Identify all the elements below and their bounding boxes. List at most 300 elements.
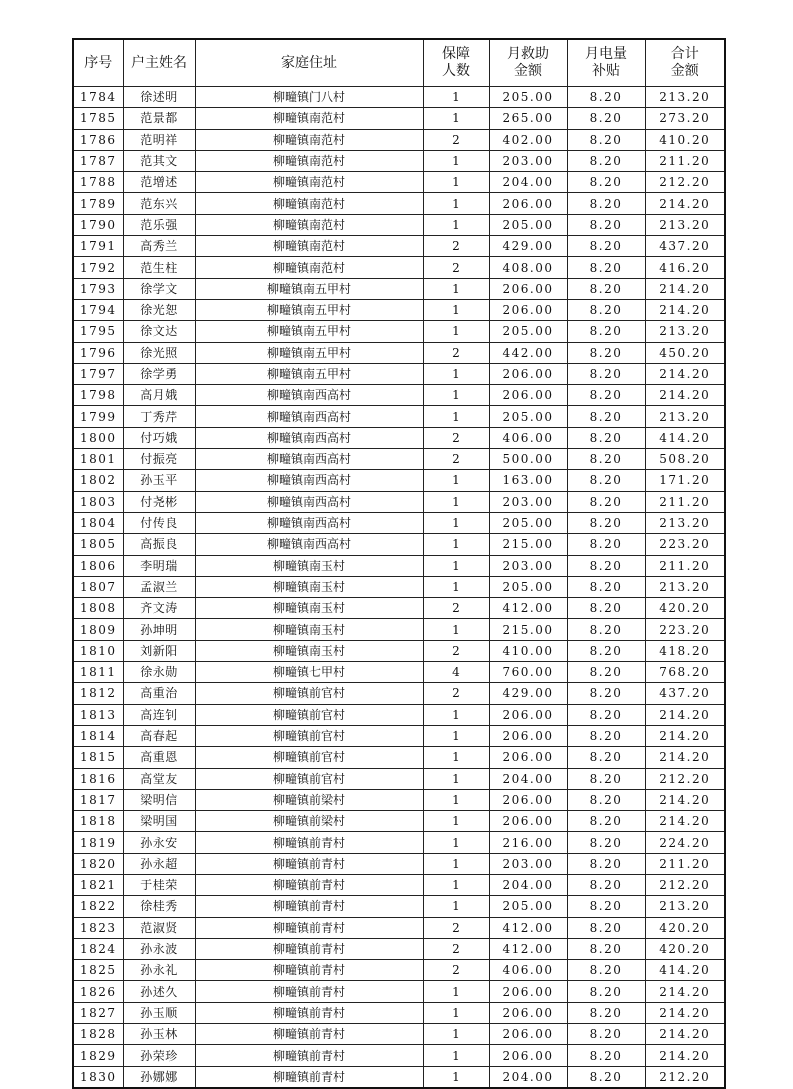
- cell-name: 范淑贤: [123, 917, 195, 938]
- cell-address: 柳疃镇前青村: [195, 832, 423, 853]
- cell-electric: 8.20: [567, 236, 645, 257]
- cell-persons: 1: [423, 853, 489, 874]
- cell-aid: 206.00: [489, 278, 567, 299]
- cell-name: 孙永礼: [123, 960, 195, 981]
- cell-name: 孙述久: [123, 981, 195, 1002]
- cell-electric: 8.20: [567, 193, 645, 214]
- cell-seq: 1796: [73, 342, 123, 363]
- header-row: [73, 39, 725, 87]
- table-row: [73, 491, 725, 512]
- cell-electric: 8.20: [567, 576, 645, 597]
- table-body: [73, 87, 725, 1088]
- cell-aid: 205.00: [489, 214, 567, 235]
- cell-total: 214.20: [645, 385, 725, 406]
- table-row: [73, 449, 725, 470]
- cell-name: 范乐强: [123, 214, 195, 235]
- table-row: [73, 172, 725, 193]
- cell-persons: 1: [423, 108, 489, 129]
- cell-persons: 1: [423, 299, 489, 320]
- cell-aid: 205.00: [489, 406, 567, 427]
- cell-persons: 2: [423, 129, 489, 150]
- cell-name: 高振良: [123, 534, 195, 555]
- table-row: [73, 108, 725, 129]
- cell-seq: 1825: [73, 960, 123, 981]
- cell-total: 214.20: [645, 704, 725, 725]
- table-row: [73, 789, 725, 810]
- cell-aid: 204.00: [489, 172, 567, 193]
- cell-aid: 206.00: [489, 811, 567, 832]
- cell-electric: 8.20: [567, 363, 645, 384]
- cell-address: 柳疃镇前青村: [195, 896, 423, 917]
- cell-address: 柳疃镇南玉村: [195, 619, 423, 640]
- cell-aid: 206.00: [489, 385, 567, 406]
- table-row: [73, 406, 725, 427]
- cell-seq: 1784: [73, 87, 123, 108]
- relief-table: [72, 38, 726, 1089]
- cell-electric: 8.20: [567, 1002, 645, 1023]
- cell-total: 418.20: [645, 640, 725, 661]
- cell-aid: 412.00: [489, 598, 567, 619]
- cell-name: 孙永安: [123, 832, 195, 853]
- cell-electric: 8.20: [567, 427, 645, 448]
- cell-name: 徐光恕: [123, 299, 195, 320]
- cell-seq: 1793: [73, 278, 123, 299]
- cell-total: 223.20: [645, 534, 725, 555]
- cell-electric: 8.20: [567, 342, 645, 363]
- cell-name: 梁明国: [123, 811, 195, 832]
- cell-seq: 1826: [73, 981, 123, 1002]
- cell-aid: 216.00: [489, 832, 567, 853]
- cell-aid: 203.00: [489, 853, 567, 874]
- cell-persons: 1: [423, 363, 489, 384]
- cell-aid: 429.00: [489, 236, 567, 257]
- cell-address: 柳疃镇南范村: [195, 214, 423, 235]
- table-row: [73, 363, 725, 384]
- cell-name: 高重恩: [123, 747, 195, 768]
- cell-address: 柳疃镇前青村: [195, 917, 423, 938]
- cell-total: 214.20: [645, 981, 725, 1002]
- table-row: [73, 619, 725, 640]
- cell-persons: 2: [423, 427, 489, 448]
- cell-seq: 1794: [73, 299, 123, 320]
- cell-total: 768.20: [645, 662, 725, 683]
- cell-address: 柳疃镇南范村: [195, 150, 423, 171]
- cell-electric: 8.20: [567, 406, 645, 427]
- cell-aid: 406.00: [489, 960, 567, 981]
- cell-seq: 1804: [73, 512, 123, 533]
- cell-persons: 1: [423, 896, 489, 917]
- cell-persons: 1: [423, 619, 489, 640]
- table-row: [73, 662, 725, 683]
- cell-seq: 1827: [73, 1002, 123, 1023]
- cell-seq: 1824: [73, 938, 123, 959]
- cell-seq: 1814: [73, 725, 123, 746]
- cell-total: 214.20: [645, 1024, 725, 1045]
- cell-electric: 8.20: [567, 129, 645, 150]
- table-row: [73, 874, 725, 895]
- cell-seq: 1791: [73, 236, 123, 257]
- cell-seq: 1811: [73, 662, 123, 683]
- cell-address: 柳疃镇前青村: [195, 874, 423, 895]
- cell-persons: 1: [423, 512, 489, 533]
- cell-name: 孙永超: [123, 853, 195, 874]
- cell-total: 213.20: [645, 512, 725, 533]
- cell-address: 柳疃镇前青村: [195, 938, 423, 959]
- cell-aid: 204.00: [489, 1066, 567, 1088]
- cell-seq: 1823: [73, 917, 123, 938]
- cell-total: 437.20: [645, 236, 725, 257]
- cell-name: 徐述明: [123, 87, 195, 108]
- cell-electric: 8.20: [567, 917, 645, 938]
- table-row: [73, 342, 725, 363]
- cell-aid: 760.00: [489, 662, 567, 683]
- header-address: 家庭住址: [195, 39, 423, 87]
- cell-name: 丁秀芹: [123, 406, 195, 427]
- cell-electric: 8.20: [567, 214, 645, 235]
- cell-name: 范东兴: [123, 193, 195, 214]
- cell-persons: 1: [423, 768, 489, 789]
- cell-address: 柳疃镇南西高村: [195, 449, 423, 470]
- cell-name: 孙永波: [123, 938, 195, 959]
- cell-address: 柳疃镇前梁村: [195, 811, 423, 832]
- cell-aid: 402.00: [489, 129, 567, 150]
- cell-persons: 2: [423, 449, 489, 470]
- cell-aid: 204.00: [489, 768, 567, 789]
- cell-name: 孙坤明: [123, 619, 195, 640]
- cell-seq: 1800: [73, 427, 123, 448]
- cell-persons: 1: [423, 150, 489, 171]
- cell-aid: 412.00: [489, 917, 567, 938]
- header-electric: [567, 39, 645, 87]
- cell-address: 柳疃镇南玉村: [195, 640, 423, 661]
- table-row: [73, 704, 725, 725]
- cell-electric: 8.20: [567, 1045, 645, 1066]
- cell-address: 柳疃镇前青村: [195, 1002, 423, 1023]
- cell-total: 414.20: [645, 960, 725, 981]
- cell-aid: 206.00: [489, 1045, 567, 1066]
- cell-address: 柳疃镇南西高村: [195, 512, 423, 533]
- cell-total: 211.20: [645, 853, 725, 874]
- cell-total: 214.20: [645, 1045, 725, 1066]
- cell-electric: 8.20: [567, 278, 645, 299]
- header-name: 户主姓名: [123, 39, 195, 87]
- table-row: [73, 917, 725, 938]
- header-aid-label: 月救助金额: [507, 46, 549, 79]
- cell-aid: 205.00: [489, 896, 567, 917]
- cell-address: 柳疃镇南西高村: [195, 406, 423, 427]
- cell-total: 214.20: [645, 725, 725, 746]
- header-seq: 序号: [73, 39, 123, 87]
- cell-aid: 203.00: [489, 555, 567, 576]
- cell-electric: 8.20: [567, 896, 645, 917]
- cell-electric: 8.20: [567, 534, 645, 555]
- cell-total: 224.20: [645, 832, 725, 853]
- cell-total: 214.20: [645, 747, 725, 768]
- cell-aid: 205.00: [489, 512, 567, 533]
- cell-persons: 1: [423, 1066, 489, 1088]
- header-persons-label: 保障人数: [442, 46, 470, 79]
- cell-electric: 8.20: [567, 938, 645, 959]
- table-row: [73, 768, 725, 789]
- cell-name: 徐学勇: [123, 363, 195, 384]
- cell-total: 213.20: [645, 576, 725, 597]
- cell-seq: 1801: [73, 449, 123, 470]
- cell-aid: 408.00: [489, 257, 567, 278]
- cell-electric: 8.20: [567, 619, 645, 640]
- cell-electric: 8.20: [567, 470, 645, 491]
- cell-name: 高重治: [123, 683, 195, 704]
- cell-electric: 8.20: [567, 555, 645, 576]
- cell-name: 孙玉林: [123, 1024, 195, 1045]
- cell-total: 214.20: [645, 193, 725, 214]
- cell-name: 付巧娥: [123, 427, 195, 448]
- cell-name: 范其文: [123, 150, 195, 171]
- cell-aid: 205.00: [489, 321, 567, 342]
- cell-electric: 8.20: [567, 512, 645, 533]
- cell-name: 高春起: [123, 725, 195, 746]
- cell-persons: 1: [423, 1002, 489, 1023]
- cell-total: 273.20: [645, 108, 725, 129]
- table-row: [73, 683, 725, 704]
- cell-persons: 2: [423, 640, 489, 661]
- cell-address: 柳疃镇前青村: [195, 981, 423, 1002]
- cell-name: 范景都: [123, 108, 195, 129]
- cell-electric: 8.20: [567, 150, 645, 171]
- cell-total: 420.20: [645, 938, 725, 959]
- cell-total: 420.20: [645, 917, 725, 938]
- cell-address: 柳疃镇前梁村: [195, 789, 423, 810]
- cell-name: 徐永勋: [123, 662, 195, 683]
- cell-persons: 1: [423, 874, 489, 895]
- cell-electric: 8.20: [567, 981, 645, 1002]
- cell-total: 416.20: [645, 257, 725, 278]
- cell-persons: 1: [423, 87, 489, 108]
- table-row: [73, 1024, 725, 1045]
- cell-aid: 215.00: [489, 534, 567, 555]
- cell-aid: 203.00: [489, 491, 567, 512]
- cell-name: 李明瑞: [123, 555, 195, 576]
- cell-persons: 2: [423, 598, 489, 619]
- cell-electric: 8.20: [567, 832, 645, 853]
- cell-persons: 1: [423, 747, 489, 768]
- cell-aid: 206.00: [489, 981, 567, 1002]
- cell-seq: 1822: [73, 896, 123, 917]
- cell-total: 214.20: [645, 278, 725, 299]
- cell-electric: 8.20: [567, 768, 645, 789]
- cell-total: 450.20: [645, 342, 725, 363]
- cell-address: 柳疃镇南西高村: [195, 385, 423, 406]
- table-row: [73, 321, 725, 342]
- cell-name: 刘新阳: [123, 640, 195, 661]
- cell-aid: 410.00: [489, 640, 567, 661]
- cell-address: 柳疃镇前官村: [195, 747, 423, 768]
- cell-total: 223.20: [645, 619, 725, 640]
- cell-persons: 2: [423, 342, 489, 363]
- cell-persons: 1: [423, 214, 489, 235]
- cell-seq: 1805: [73, 534, 123, 555]
- cell-aid: 206.00: [489, 1002, 567, 1023]
- cell-name: 徐光照: [123, 342, 195, 363]
- cell-persons: 1: [423, 704, 489, 725]
- cell-address: 柳疃镇南玉村: [195, 576, 423, 597]
- header-persons: [423, 39, 489, 87]
- cell-electric: 8.20: [567, 449, 645, 470]
- cell-name: 孙玉顺: [123, 1002, 195, 1023]
- cell-persons: 1: [423, 1024, 489, 1045]
- table-row: [73, 193, 725, 214]
- cell-address: 柳疃镇南范村: [195, 257, 423, 278]
- cell-total: 213.20: [645, 896, 725, 917]
- table-row: [73, 427, 725, 448]
- cell-seq: 1829: [73, 1045, 123, 1066]
- table-row: [73, 214, 725, 235]
- cell-persons: 2: [423, 683, 489, 704]
- cell-electric: 8.20: [567, 640, 645, 661]
- cell-aid: 206.00: [489, 747, 567, 768]
- cell-persons: 1: [423, 278, 489, 299]
- cell-address: 柳疃镇前官村: [195, 683, 423, 704]
- table-row: [73, 129, 725, 150]
- cell-total: 213.20: [645, 321, 725, 342]
- cell-name: 范生柱: [123, 257, 195, 278]
- table-row: [73, 278, 725, 299]
- cell-total: 410.20: [645, 129, 725, 150]
- cell-aid: 429.00: [489, 683, 567, 704]
- cell-address: 柳疃镇南五甲村: [195, 299, 423, 320]
- cell-address: 柳疃镇南五甲村: [195, 321, 423, 342]
- cell-seq: 1806: [73, 555, 123, 576]
- cell-total: 211.20: [645, 555, 725, 576]
- cell-aid: 206.00: [489, 725, 567, 746]
- cell-address: 柳疃镇前官村: [195, 725, 423, 746]
- cell-persons: 1: [423, 811, 489, 832]
- table-row: [73, 981, 725, 1002]
- cell-aid: 163.00: [489, 470, 567, 491]
- table-row: [73, 87, 725, 108]
- cell-electric: 8.20: [567, 1066, 645, 1088]
- cell-persons: 1: [423, 193, 489, 214]
- cell-total: 212.20: [645, 874, 725, 895]
- cell-seq: 1810: [73, 640, 123, 661]
- cell-seq: 1812: [73, 683, 123, 704]
- cell-address: 柳疃镇南西高村: [195, 427, 423, 448]
- table-row: [73, 576, 725, 597]
- cell-address: 柳疃镇南范村: [195, 172, 423, 193]
- cell-total: 171.20: [645, 470, 725, 491]
- cell-address: 柳疃镇七甲村: [195, 662, 423, 683]
- cell-aid: 406.00: [489, 427, 567, 448]
- cell-name: 徐文达: [123, 321, 195, 342]
- cell-name: 孟淑兰: [123, 576, 195, 597]
- table-row: [73, 1066, 725, 1088]
- cell-name: 付尧彬: [123, 491, 195, 512]
- header-total-label: 合计金额: [670, 46, 699, 79]
- cell-persons: 1: [423, 385, 489, 406]
- cell-electric: 8.20: [567, 683, 645, 704]
- table-row: [73, 832, 725, 853]
- cell-total: 213.20: [645, 214, 725, 235]
- cell-address: 柳疃镇前青村: [195, 1066, 423, 1088]
- cell-total: 437.20: [645, 683, 725, 704]
- cell-electric: 8.20: [567, 385, 645, 406]
- cell-persons: 1: [423, 491, 489, 512]
- cell-seq: 1818: [73, 811, 123, 832]
- cell-electric: 8.20: [567, 747, 645, 768]
- cell-persons: 1: [423, 470, 489, 491]
- cell-seq: 1789: [73, 193, 123, 214]
- table-row: [73, 725, 725, 746]
- cell-persons: 2: [423, 257, 489, 278]
- cell-seq: 1788: [73, 172, 123, 193]
- cell-electric: 8.20: [567, 874, 645, 895]
- cell-aid: 206.00: [489, 1024, 567, 1045]
- table-row: [73, 555, 725, 576]
- cell-persons: 1: [423, 832, 489, 853]
- cell-name: 孙玉平: [123, 470, 195, 491]
- cell-seq: 1815: [73, 747, 123, 768]
- cell-persons: 1: [423, 725, 489, 746]
- cell-electric: 8.20: [567, 811, 645, 832]
- cell-aid: 206.00: [489, 193, 567, 214]
- cell-address: 柳疃镇南五甲村: [195, 342, 423, 363]
- table-row: [73, 640, 725, 661]
- cell-total: 214.20: [645, 363, 725, 384]
- cell-address: 柳疃镇前官村: [195, 704, 423, 725]
- cell-aid: 442.00: [489, 342, 567, 363]
- cell-name: 于桂荣: [123, 874, 195, 895]
- cell-electric: 8.20: [567, 1024, 645, 1045]
- table-row: [73, 747, 725, 768]
- cell-electric: 8.20: [567, 725, 645, 746]
- cell-persons: 1: [423, 406, 489, 427]
- cell-seq: 1792: [73, 257, 123, 278]
- table-row: [73, 811, 725, 832]
- cell-address: 柳疃镇南范村: [195, 108, 423, 129]
- cell-electric: 8.20: [567, 789, 645, 810]
- cell-total: 214.20: [645, 811, 725, 832]
- cell-total: 212.20: [645, 1066, 725, 1088]
- cell-total: 508.20: [645, 449, 725, 470]
- cell-seq: 1808: [73, 598, 123, 619]
- cell-seq: 1799: [73, 406, 123, 427]
- cell-persons: 1: [423, 1045, 489, 1066]
- cell-electric: 8.20: [567, 87, 645, 108]
- cell-seq: 1798: [73, 385, 123, 406]
- cell-address: 柳疃镇前青村: [195, 1045, 423, 1066]
- cell-electric: 8.20: [567, 491, 645, 512]
- cell-electric: 8.20: [567, 662, 645, 683]
- cell-name: 徐桂秀: [123, 896, 195, 917]
- cell-aid: 500.00: [489, 449, 567, 470]
- cell-total: 214.20: [645, 1002, 725, 1023]
- table-row: [73, 257, 725, 278]
- cell-seq: 1803: [73, 491, 123, 512]
- table-row: [73, 598, 725, 619]
- cell-aid: 206.00: [489, 363, 567, 384]
- cell-address: 柳疃镇南西高村: [195, 491, 423, 512]
- cell-electric: 8.20: [567, 853, 645, 874]
- cell-aid: 412.00: [489, 938, 567, 959]
- cell-seq: 1821: [73, 874, 123, 895]
- table-row: [73, 960, 725, 981]
- cell-persons: 4: [423, 662, 489, 683]
- cell-electric: 8.20: [567, 321, 645, 342]
- cell-total: 212.20: [645, 768, 725, 789]
- cell-total: 213.20: [645, 406, 725, 427]
- cell-name: 付振亮: [123, 449, 195, 470]
- cell-name: 高秀兰: [123, 236, 195, 257]
- cell-name: 范增述: [123, 172, 195, 193]
